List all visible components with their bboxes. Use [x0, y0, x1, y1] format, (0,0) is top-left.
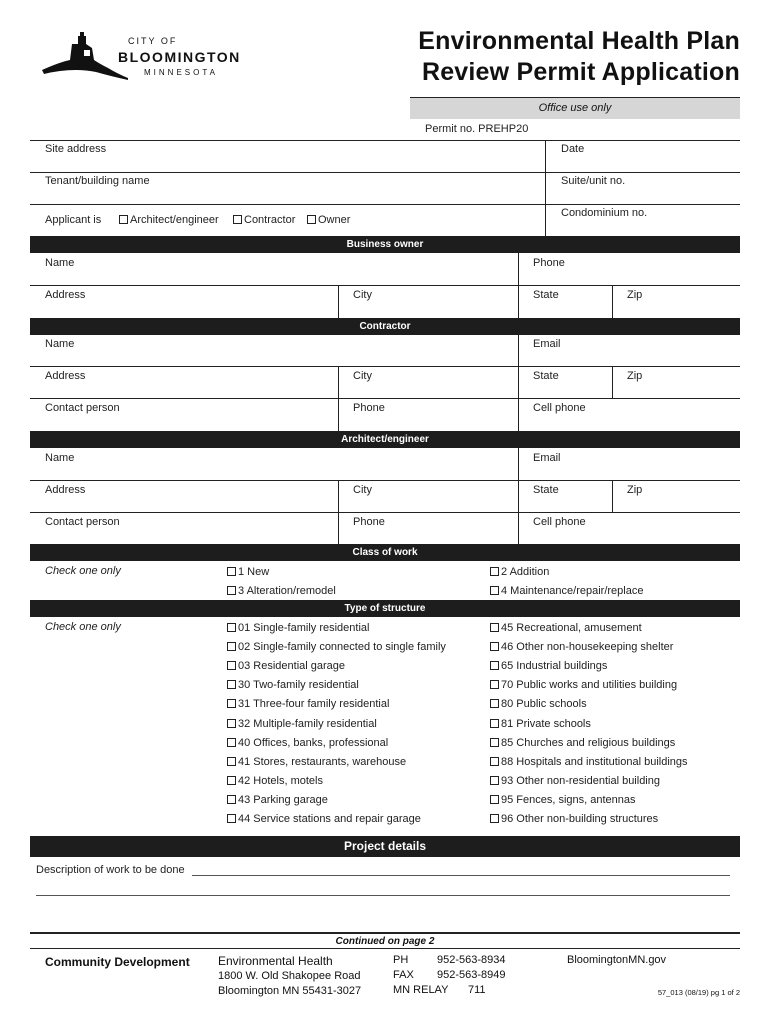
checkbox-icon: [227, 567, 236, 576]
contractor-contact-field[interactable]: Contact person: [45, 402, 120, 414]
office-use-header: Office use only: [410, 98, 740, 119]
city-logo: [40, 28, 260, 88]
checkbox-icon: [227, 680, 236, 689]
contractor-state-field[interactable]: State: [533, 370, 559, 382]
structure-option-checkbox[interactable]: [227, 756, 406, 768]
checkbox-icon: [119, 215, 128, 224]
contractor-name-field[interactable]: Name: [45, 338, 75, 350]
checkbox-icon: [227, 661, 236, 670]
checkbox-icon: [490, 719, 499, 728]
applicant-owner-checkbox[interactable]: Owner: [307, 214, 350, 226]
structure-option-label: 43 Parking garage: [238, 793, 328, 806]
contractor-header: Contractor: [30, 318, 740, 335]
footer-fax-label: FAX: [393, 969, 414, 981]
footer-website-link[interactable]: BloomingtonMN.gov: [567, 954, 667, 966]
structure-option-label: 65 Industrial buildings: [501, 660, 608, 673]
city-skyline-icon: [40, 30, 130, 86]
checkbox-icon: [490, 776, 499, 785]
footer-phone: 952-563-8934: [437, 954, 506, 966]
structure-option-checkbox[interactable]: [490, 698, 587, 710]
structure-option-label: 01 Single-family residential: [238, 622, 370, 634]
checkbox-icon: [490, 567, 499, 576]
contractor-cell-field[interactable]: Cell phone: [533, 402, 586, 414]
checkbox-icon: [227, 719, 236, 728]
structure-option-checkbox[interactable]: [490, 660, 607, 672]
architect-email-field[interactable]: Email: [533, 452, 561, 464]
checkbox-icon: [233, 215, 242, 224]
checkbox-icon: [227, 776, 236, 785]
description-field-line-2[interactable]: [36, 895, 730, 896]
owner-name-field[interactable]: Name: [45, 257, 75, 269]
structure-option-label: 95 Fences, signs, antennas: [501, 793, 636, 806]
structure-option-label: 93 Other non-residential building: [501, 774, 660, 787]
logo-city-of: CITY OF: [128, 36, 178, 46]
footer-address-1: 1800 W. Old Shakopee Road: [218, 970, 361, 982]
structure-instruction: Check one only: [45, 621, 121, 633]
structure-option-checkbox[interactable]: [227, 641, 446, 653]
structure-option-label: 44 Service stations and repair garage: [238, 813, 421, 825]
owner-address-field[interactable]: Address: [45, 289, 86, 301]
architect-cell-field[interactable]: Cell phone: [533, 516, 586, 528]
structure-option-checkbox[interactable]: [490, 622, 642, 634]
checkbox-icon: [227, 623, 236, 632]
class-maintenance-checkbox[interactable]: 4 Maintenance/repair/replace: [490, 585, 643, 597]
structure-option-checkbox[interactable]: [227, 813, 421, 825]
structure-option-label: 32 Multiple-family residential: [238, 717, 377, 730]
checkbox-icon: [227, 738, 236, 747]
architect-header: Architect/engineer: [30, 431, 740, 448]
structure-option-checkbox[interactable]: [227, 775, 323, 787]
checkbox-icon: [490, 814, 499, 823]
structure-option-label: 42 Hotels, motels: [238, 774, 323, 787]
structure-option-checkbox[interactable]: [227, 718, 377, 730]
applicant-contractor-checkbox[interactable]: Contractor: [233, 214, 295, 226]
contractor-phone-field[interactable]: Phone: [353, 402, 385, 414]
structure-option-label: 96 Other non-building structures: [501, 813, 659, 825]
architect-zip-field[interactable]: Zip: [627, 484, 643, 496]
checkbox-icon: [490, 642, 499, 651]
footer-phone-label: PH: [393, 954, 409, 966]
footer-fax: 952-563-8949: [437, 969, 506, 981]
class-of-work-header: Class of work: [30, 544, 740, 561]
title-line-1: Environmental Health Plan: [418, 27, 740, 55]
structure-option-checkbox[interactable]: [227, 679, 359, 691]
structure-option-checkbox[interactable]: [490, 794, 636, 806]
structure-option-label: 70 Public works and utilities building: [501, 679, 678, 692]
checkbox-icon: [227, 795, 236, 804]
owner-city-field[interactable]: City: [353, 289, 372, 301]
structure-option-checkbox[interactable]: [227, 622, 369, 634]
checkbox-icon: [490, 757, 499, 766]
footer-department: Community Development: [45, 955, 190, 969]
structure-option-checkbox[interactable]: [490, 737, 675, 749]
project-details-header: Project details: [30, 836, 740, 857]
checkbox-icon: [227, 699, 236, 708]
structure-option-label: 30 Two-family residential: [238, 679, 359, 692]
architect-city-field[interactable]: City: [353, 484, 372, 496]
structure-option-label: 45 Recreational, amusement: [501, 622, 642, 634]
checkbox-icon: [307, 215, 316, 224]
contractor-city-field[interactable]: City: [353, 370, 372, 382]
architect-contact-field[interactable]: Contact person: [45, 516, 120, 528]
structure-option-label: 88 Hospitals and institutional buildings: [501, 755, 688, 768]
structure-option-checkbox[interactable]: [227, 660, 345, 672]
checkbox-icon: [227, 642, 236, 651]
checkbox-icon: [227, 814, 236, 823]
owner-zip-field[interactable]: Zip: [627, 289, 643, 301]
title-line-2: Review Permit Application: [421, 58, 740, 86]
owner-phone-field[interactable]: Phone: [533, 257, 565, 269]
structure-option-label: 02 Single-family connected to single family: [238, 641, 446, 654]
checkbox-icon: [490, 680, 499, 689]
architect-state-field[interactable]: State: [533, 484, 559, 496]
description-label: Description of work to be done: [36, 864, 185, 876]
checkbox-icon: [490, 738, 499, 747]
footer-division: Environmental Health: [218, 954, 333, 968]
continued-note: Continued on page 2: [335, 936, 435, 947]
checkbox-icon: [490, 795, 499, 804]
checkbox-icon: [227, 586, 236, 595]
class-of-work-instruction: Check one only: [45, 565, 121, 577]
page-title: [418, 26, 740, 88]
architect-phone-field[interactable]: Phone: [353, 516, 385, 528]
structure-option-label: 03 Residential garage: [238, 660, 346, 673]
contractor-email-field[interactable]: Email: [533, 338, 561, 350]
checkbox-icon: [490, 623, 499, 632]
condominium-field[interactable]: Condominium no.: [561, 207, 648, 219]
architect-address-field[interactable]: Address: [45, 484, 86, 496]
structure-option-checkbox[interactable]: [490, 756, 688, 768]
structure-option-label: 46 Other non-housekeeping shelter: [501, 641, 674, 654]
owner-state-field[interactable]: State: [533, 289, 559, 301]
structure-option-checkbox[interactable]: [490, 641, 673, 653]
date-field[interactable]: Date: [561, 143, 585, 155]
logo-state: MINNESOTA: [144, 68, 218, 77]
checkbox-icon: [490, 661, 499, 670]
contractor-address-field[interactable]: Address: [45, 370, 86, 382]
class-addition-checkbox[interactable]: 2 Addition: [490, 566, 549, 578]
applicant-architect-checkbox[interactable]: Architect/engineer: [119, 214, 219, 226]
suite-unit-field[interactable]: Suite/unit no.: [561, 175, 626, 187]
checkbox-icon: [490, 699, 499, 708]
footer-relay-label: MN RELAY: [393, 984, 449, 996]
structure-option-checkbox[interactable]: [490, 718, 591, 730]
footer-address-2: Bloomington MN 55431-3027: [218, 985, 362, 997]
structure-option-label: 40 Offices, banks, professional: [238, 736, 389, 749]
class-new-checkbox[interactable]: 1 New: [227, 566, 269, 578]
structure-option-checkbox[interactable]: [490, 813, 658, 825]
description-field-line-1[interactable]: [192, 875, 730, 876]
structure-option-checkbox[interactable]: [490, 775, 660, 787]
architect-name-field[interactable]: Name: [45, 452, 75, 464]
structure-option-checkbox[interactable]: [227, 794, 328, 806]
office-use-box: [410, 97, 740, 140]
structure-option-checkbox[interactable]: [227, 698, 389, 710]
business-owner-header: Business owner: [30, 236, 740, 253]
structure-option-checkbox[interactable]: [490, 679, 677, 691]
tenant-building-field[interactable]: Tenant/building name: [45, 175, 150, 187]
site-address-field[interactable]: Site address: [45, 143, 107, 155]
structure-option-label: 41 Stores, restaurants, warehouse: [238, 755, 407, 768]
footer-form-code: 57_013 (08/19) pg 1 of 2: [657, 988, 740, 997]
class-alteration-checkbox[interactable]: 3 Alteration/remodel: [227, 585, 336, 597]
structure-option-label: 80 Public schools: [501, 698, 587, 711]
applicant-is-label: Applicant is: [45, 214, 102, 226]
permit-number-label: Permit no. PREHP20: [425, 123, 529, 135]
type-of-structure-header: Type of structure: [30, 600, 740, 617]
logo-city-name: BLOOMINGTON: [118, 49, 241, 65]
structure-option-label: 85 Churches and religious buildings: [501, 736, 676, 749]
structure-option-label: 81 Private schools: [501, 717, 591, 730]
structure-option-label: 31 Three-four family residential: [238, 698, 390, 711]
contractor-zip-field[interactable]: Zip: [627, 370, 643, 382]
footer-relay: 711: [468, 984, 486, 996]
structure-option-checkbox[interactable]: [227, 737, 388, 749]
checkbox-icon: [490, 586, 499, 595]
checkbox-icon: [227, 757, 236, 766]
